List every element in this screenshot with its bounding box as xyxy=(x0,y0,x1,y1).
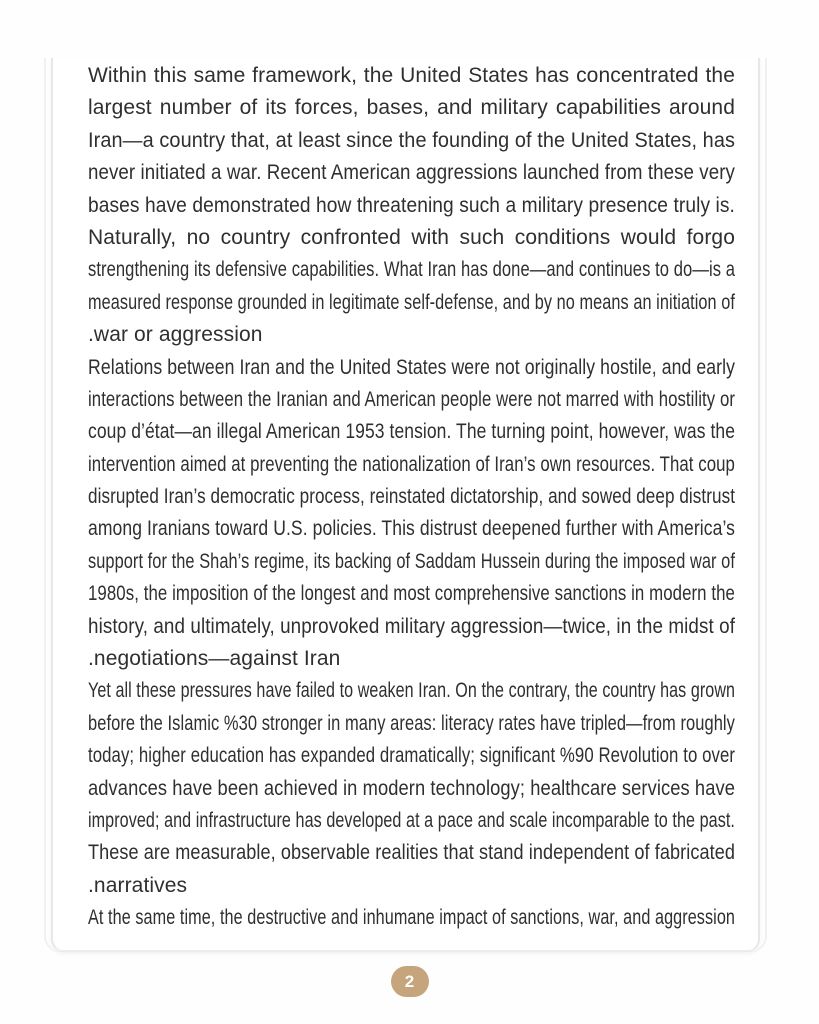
text-line: strengthening its defensive capabilities. What Iran has done—and continues to do—is a xyxy=(88,258,736,282)
text-line: Yet all these pressures have failed to weaken Iran. On the contrary, the country has grown xyxy=(88,679,736,703)
text-line: largest number of its forces, bases, and military capabilities around xyxy=(88,96,735,120)
text-line: bases have demonstrated how threatening such a military presence truly is. xyxy=(88,193,735,217)
text-line: before the Islamic %30 stronger in many areas: literacy rates have tripled—from roughly xyxy=(88,711,735,735)
text-line: measured response grounded in legitimate self-defense, and by no means an initiation of xyxy=(88,290,735,314)
text-line: At the same time, the destructive and inhumane impact of sanctions, war, and aggression xyxy=(88,906,736,930)
text-line: Relations between Iran and the United States were not originally hostile, and early xyxy=(88,355,735,379)
text-line: interactions between the Iranian and American people were not marred with hostility or xyxy=(88,387,736,411)
page-text xyxy=(88,60,735,935)
text-line: These are measurable, observable realities that stand independent of fabricated xyxy=(88,841,736,865)
text-line: improved; and infrastructure has developed at a pace and scale incomparable to the past. xyxy=(88,808,735,832)
page-outer-edge xyxy=(44,58,767,952)
text-line: today; higher education has expanded dramatically; significant %90 Revolution to over xyxy=(88,744,736,768)
text-line: .war or aggression xyxy=(88,323,263,347)
document-page xyxy=(51,58,760,951)
page-number-badge xyxy=(391,966,429,997)
text-line: history, and ultimately, unprovoked military aggression—twice, in the midst of xyxy=(88,614,736,638)
text-line: Iran—a country that, at least since the founding of the United States, has xyxy=(88,128,736,152)
text-line: advances have been achieved in modern technology; healthcare services have xyxy=(88,776,735,800)
text-line: Within this same framework, the United States has concentrated the xyxy=(88,64,735,87)
text-line: 1980s, the imposition of the longest and most comprehensive sanctions in modern the xyxy=(88,582,735,606)
page-number-label: 2 xyxy=(404,971,415,991)
text-line: never initiated a war. Recent American aggressions launched from these very xyxy=(88,161,735,185)
text-line: Naturally, no country confronted with such conditions would forgo xyxy=(88,225,735,249)
text-line: .narratives xyxy=(88,873,188,897)
text-line: disrupted Iran’s democratic process, reinstated dictatorship, and sowed deep distrust xyxy=(88,485,736,509)
text-line: among Iranians toward U.S. policies. This distrust deepened further with America’s xyxy=(88,517,736,541)
text-line: coup d’état—an illegal American 1953 tension. The turning point, however, was the xyxy=(88,420,736,444)
text-line: intervention aimed at preventing the nationalization of Iran’s own resources. That coup xyxy=(88,452,735,476)
text-line: .negotiations—against Iran xyxy=(88,647,341,671)
text-line: support for the Shah’s regime, its backing of Saddam Hussein during the imposed war of xyxy=(88,549,735,573)
